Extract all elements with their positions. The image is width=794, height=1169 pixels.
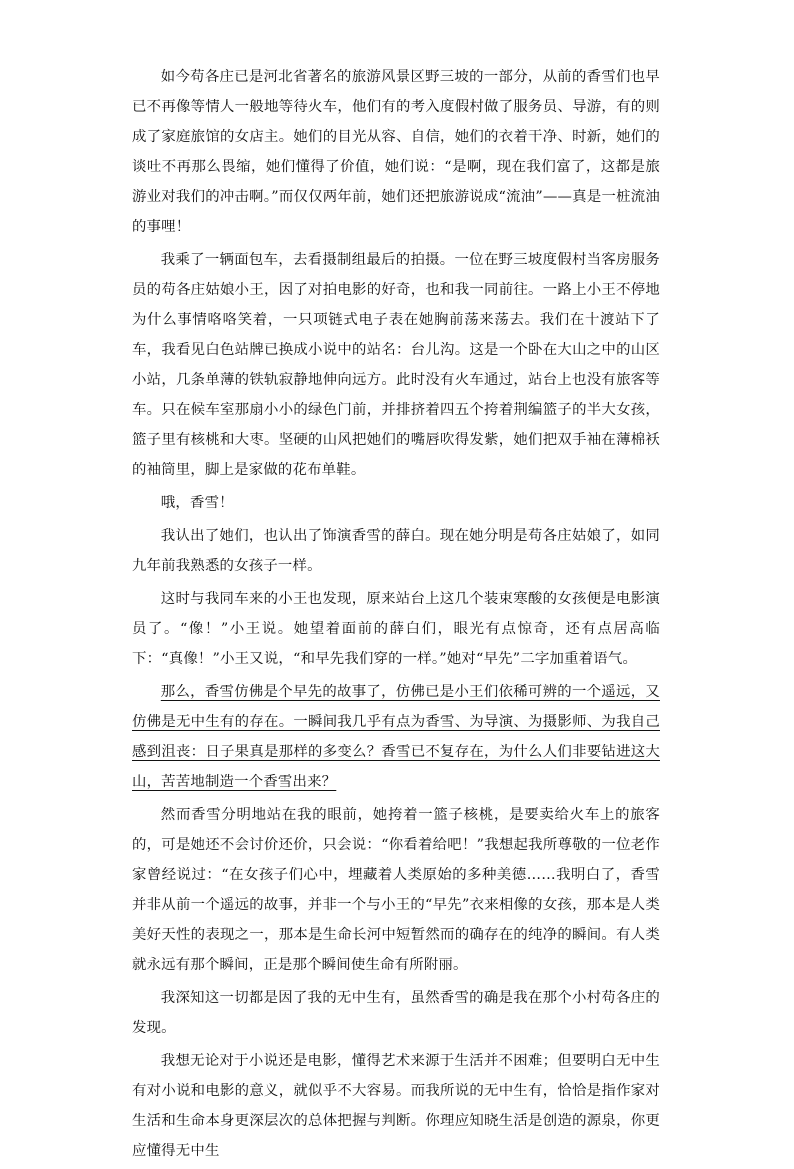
paragraph-5: 这时与我同车来的小王也发现，原来站台上这几个装束寒酸的女孩便是电影演员了。“像！”小王说。她望着面前的薛白们，眼光有点惊奇，还有点居高临下：“真像！”小王又说，“和早先我们穿的一样。”她对“早先”二字加重着语气。 bbox=[132, 591, 660, 667]
paragraph-9: 我想无论对于小说还是电影，懂得艺术来源于生活并不困难；但要明白无中生有对小说和电影的意义，就似乎不大容易。而我所说的无中生有，恰恰是指作家对生活和生命本身更深层次的总体把握与判断。你理应知晓生活是创造的源泉，你更应懂得无中生 bbox=[132, 1053, 660, 1159]
paragraph-2: 我乘了一辆面包车，去看摄制组最后的拍摄。一位在野三坡度假村当客房服务员的苟各庄姑娘小王，因了对拍电影的好奇，也和我一同前往。一路上小王不停地为什么事情咯咯笑着，一只项链式电子表在她胸前荡来荡去。我们在十渡站下了车，我看见白色站牌已换成小说中的站名：台儿沟。这是一个卧在大山之中的山区小站，几条单薄的铁轨寂静地伸向远方。此时没有火车通过，站台上也没有旅客等车。只在候车室那扇小小的绿色门前，并排挤着四五个挎着荆编篮子的半大女孩，篮子里有核桃和大枣。坚硬的山风把她们的嘴唇吹得发紫，她们把双手袖在薄棉袄的袖筒里，脚上是家做的花布单鞋。 bbox=[132, 252, 660, 478]
article-body bbox=[132, 62, 660, 1169]
underlined-paragraph: 那么，香雪仿佛是个早先的故事了，仿佛已是小王们依稀可辨的一个遥远，又仿佛是无中生有的存在。一瞬间我几乎有点为香雪、为导演、为摄影师、为我自己感到沮丧：日子果真是那样的多变么？香雪已不复存在，为什么人们非要钻进这大山，苦苦地制造一个香雪出来？ bbox=[132, 684, 660, 790]
paragraph-3: 哦，香雪！ bbox=[160, 495, 234, 511]
paragraph-7: 然而香雪分明地站在我的眼前，她挎着一篮子核桃，是要卖给火车上的旅客的，可是她还不会讨价还价，只会说：“你看着给吧！”我想起我所尊敬的一位老作家曾经说过：“在女孩子们心中，埋藏着人类原始的多种美德……我明白了，香雪并非从前一个遥远的故事，并非一个与小王的“早先”衣来相像的女孩，那本是人类美好天性的表现之一，那本是生命长河中短暂然而的确存在的纯净的瞬间。有人类就永远有那个瞬间，正是那个瞬间使生命有所附丽。 bbox=[132, 807, 660, 973]
paragraph-8: 我深知这一切都是因了我的无中生有，虽然香雪的确是我在那个小村苟各庄的发现。 bbox=[132, 990, 660, 1036]
paragraph-1: 如今苟各庄已是河北省著名的旅游风景区野三坡的一部分，从前的香雪们也早已不再像等情人一般地等待火车，他们有的考入度假村做了服务员、导游，有的则成了家庭旅馆的女店主。她们的目光从容、自信，她们的衣着干净、时新，她们的谈吐不再那么畏缩，她们懂得了价值，她们说：“是啊，现在我们富了，这都是旅游业对我们的冲击啊。”而仅仅两年前，她们还把旅游说成“流油”——真是一桩流油的事哩！ bbox=[132, 69, 660, 235]
paragraph-4: 我认出了她们，也认出了饰演香雪的薛白。现在她分明是苟各庄姑娘了，如同九年前我熟悉的女孩子一样。 bbox=[132, 528, 660, 574]
